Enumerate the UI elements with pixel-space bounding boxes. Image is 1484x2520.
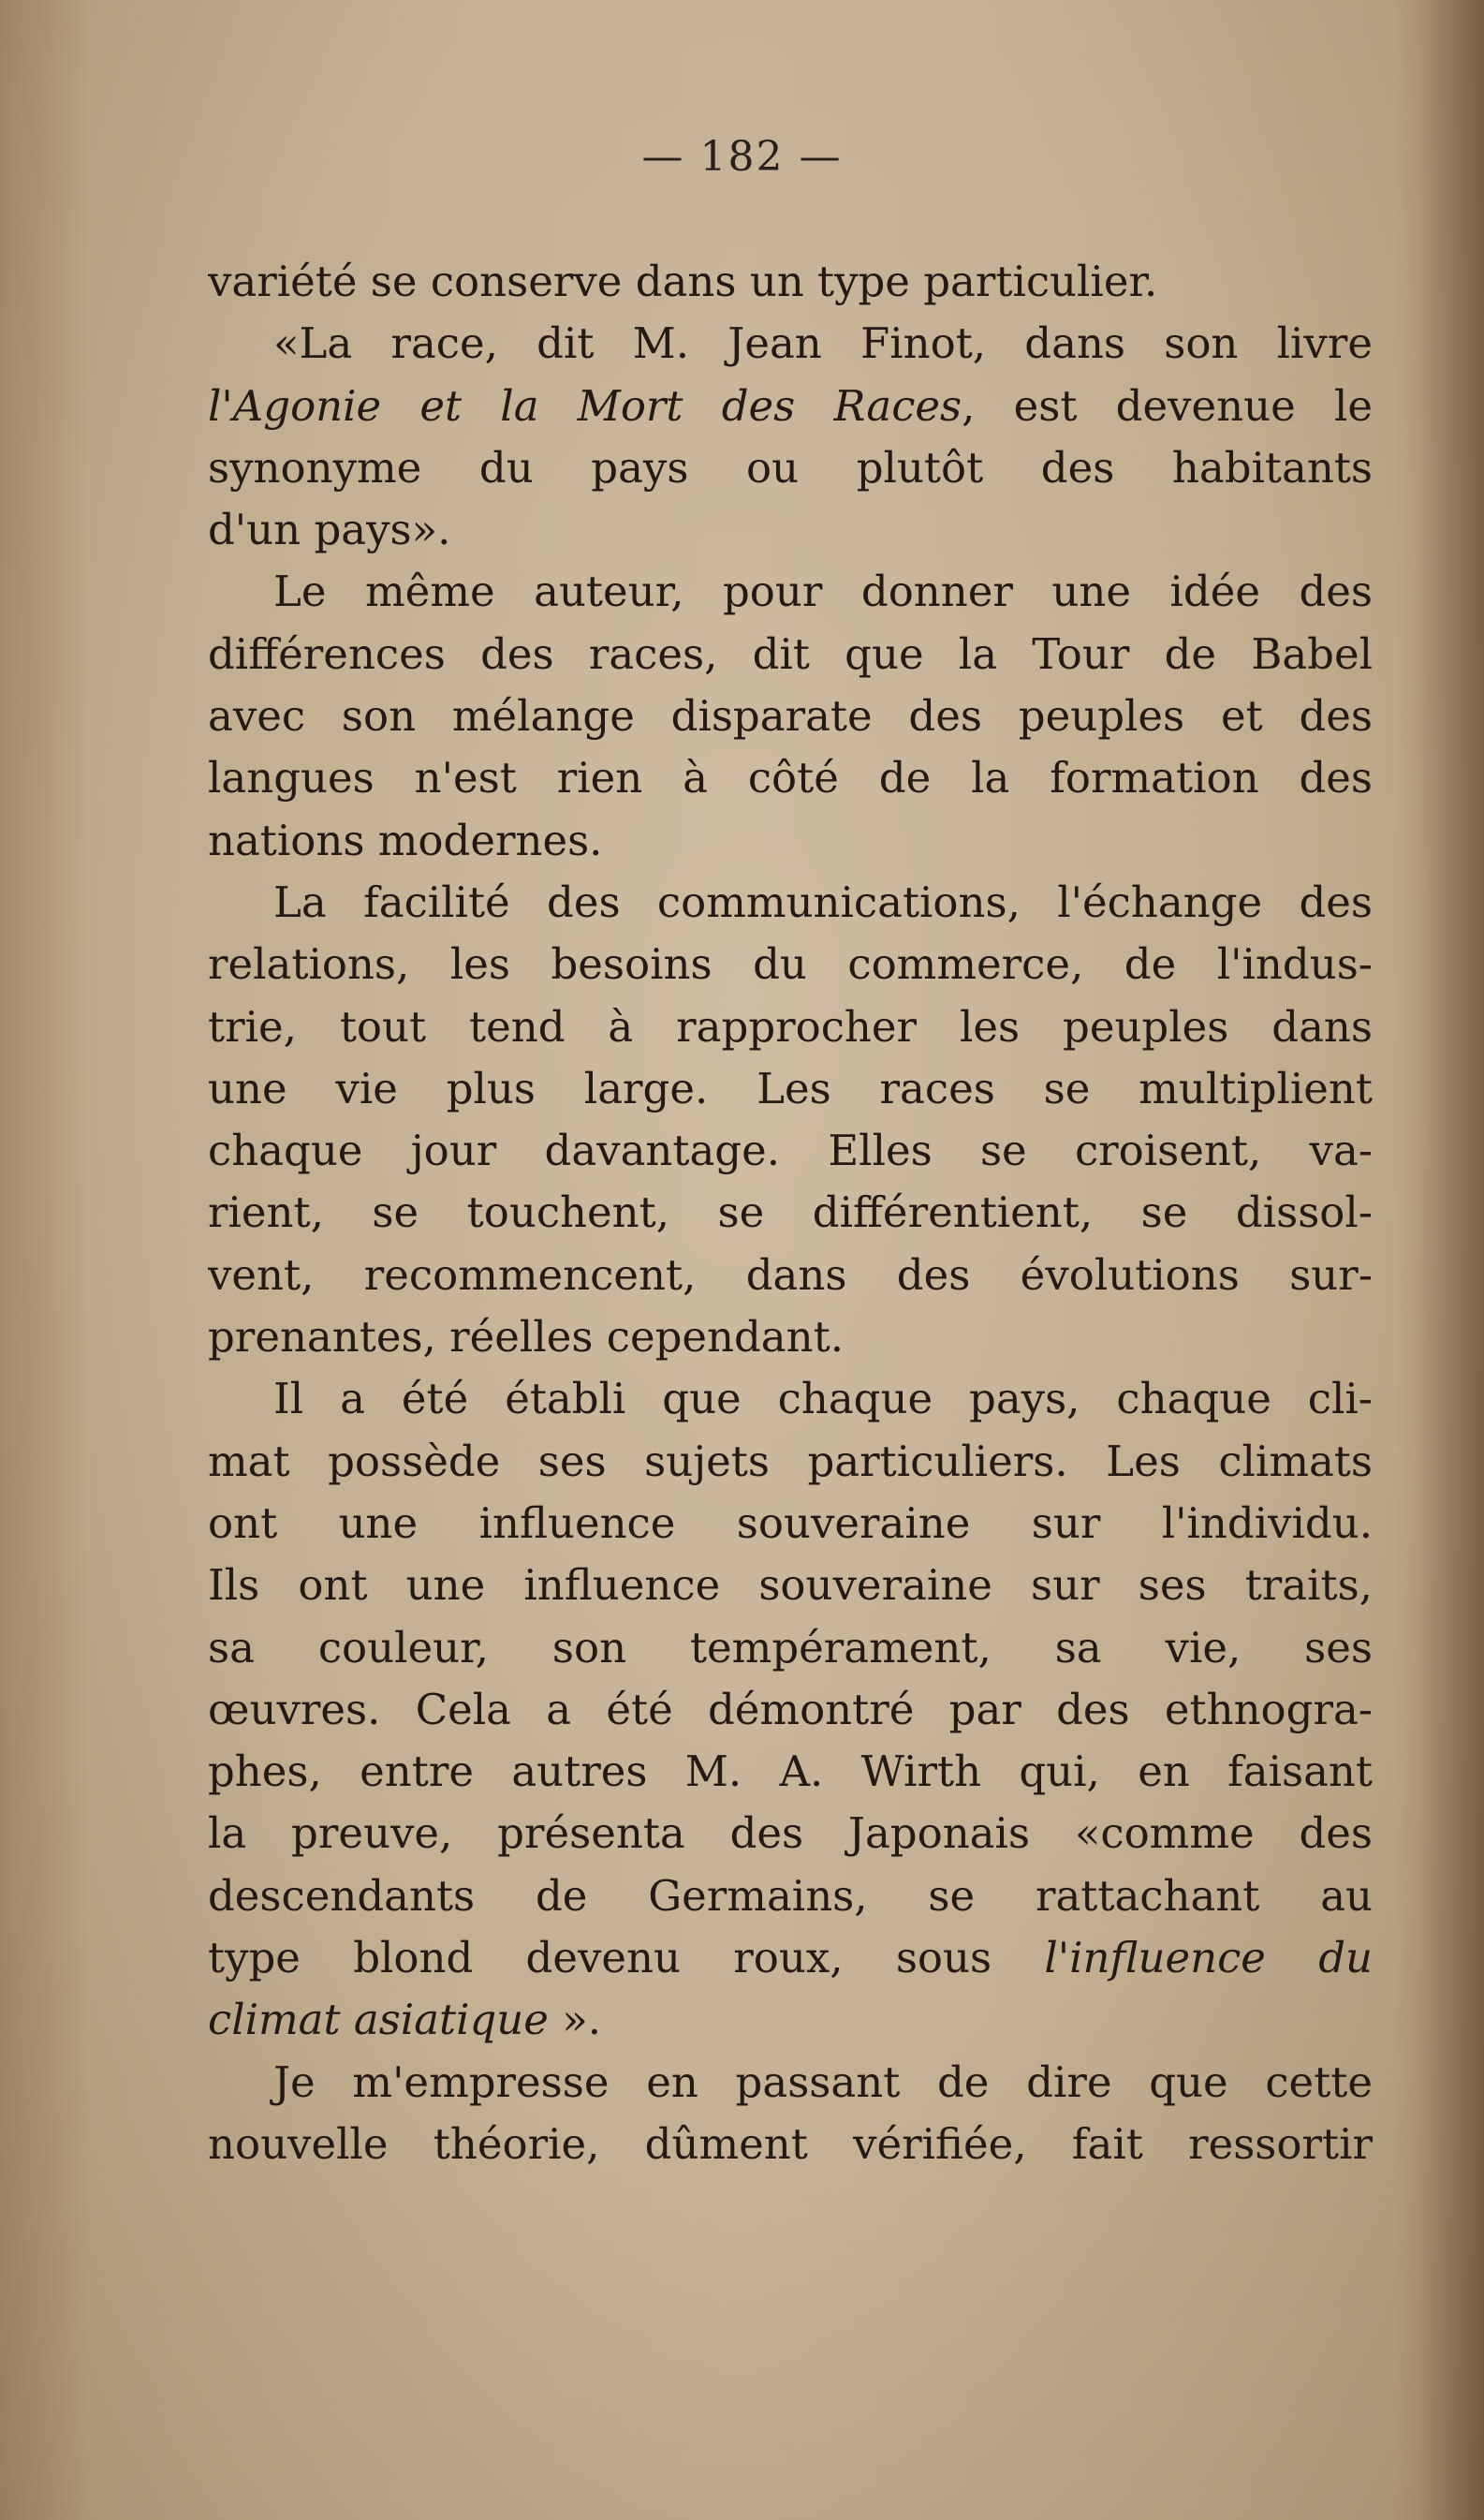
text-line: Le même auteur, pour donner une idée des bbox=[273, 567, 1373, 617]
text-line: langues n'est rien à côté de la formation des bbox=[208, 753, 1373, 803]
text-line: variété se conserve dans un type particulier. bbox=[208, 257, 1158, 306]
page-number: — 182 — bbox=[641, 133, 843, 181]
italic-title: climat asiatique bbox=[208, 1995, 549, 2045]
text-line: mat possède ses sujets particuliers. Les climats bbox=[208, 1436, 1373, 1486]
text-line bbox=[208, 1927, 1373, 1989]
text-run: ». bbox=[548, 1995, 602, 2045]
text-line: Il a été établi que chaque pays, chaque cli- bbox=[273, 1374, 1373, 1424]
text-line: nouvelle théorie, dûment vérifiée, fait ressortir bbox=[208, 2118, 1373, 2169]
page-edge-shadow bbox=[1418, 0, 1484, 2520]
text-line: d'un pays». bbox=[208, 505, 451, 555]
text-line bbox=[208, 376, 1373, 437]
text-line: rient, se touchent, se différentient, se dissol- bbox=[208, 1187, 1373, 1238]
text-line: phes, entre autres M. A. Wirth qui, en faisant bbox=[208, 1746, 1373, 1797]
text-line: relations, les besoins du commerce, de l'indus- bbox=[208, 939, 1373, 990]
italic-title: l'Agonie et la Mort des Races bbox=[208, 380, 962, 431]
text-line: chaque jour davantage. Elles se croisent, va- bbox=[208, 1126, 1373, 1176]
text-line: Ils ont une influence souveraine sur ses traits, bbox=[208, 1560, 1373, 1611]
text-line: Je m'empresse en passant de dire que cette bbox=[273, 2056, 1373, 2107]
text-line: synonyme du pays ou plutôt des habitants bbox=[208, 442, 1373, 493]
text-line: la preuve, présenta des Japonais «comme des bbox=[208, 1808, 1373, 1859]
italic-title: l'influence du bbox=[1044, 1933, 1373, 1983]
text-line: œuvres. Cela a été démontré par des ethnogra- bbox=[208, 1684, 1373, 1734]
body-text bbox=[208, 251, 1373, 2175]
text-line: sa couleur, son tempérament, sa vie, ses bbox=[208, 1622, 1373, 1673]
text-line: avec son mélange disparate des peuples et des bbox=[208, 691, 1373, 742]
text-line bbox=[208, 1989, 1373, 2051]
text-line: différences des races, dit que la Tour de Babel bbox=[208, 628, 1373, 679]
text-run: , est devenue le bbox=[962, 380, 1373, 431]
text-line: ont une influence souveraine sur l'individu. bbox=[208, 1497, 1373, 1548]
text-run: type blond devenu roux, sous bbox=[208, 1933, 1045, 1983]
text-line: prenantes, réelles cependant. bbox=[208, 1312, 844, 1363]
text-line: trie, tout tend à rapprocher les peuples dans bbox=[208, 1001, 1373, 1052]
text-line: La facilité des communications, l'échange des bbox=[273, 877, 1373, 927]
text-line: nations modernes. bbox=[208, 815, 603, 865]
text-line: une vie plus large. Les races se multiplient bbox=[208, 1063, 1373, 1113]
text-line: vent, recommencent, dans des évolutions sur- bbox=[208, 1249, 1373, 1300]
text-line: «La race, dit M. Jean Finot, dans son livre bbox=[273, 318, 1373, 369]
text-line: descendants de Germains, se rattachant au bbox=[208, 1870, 1373, 1921]
